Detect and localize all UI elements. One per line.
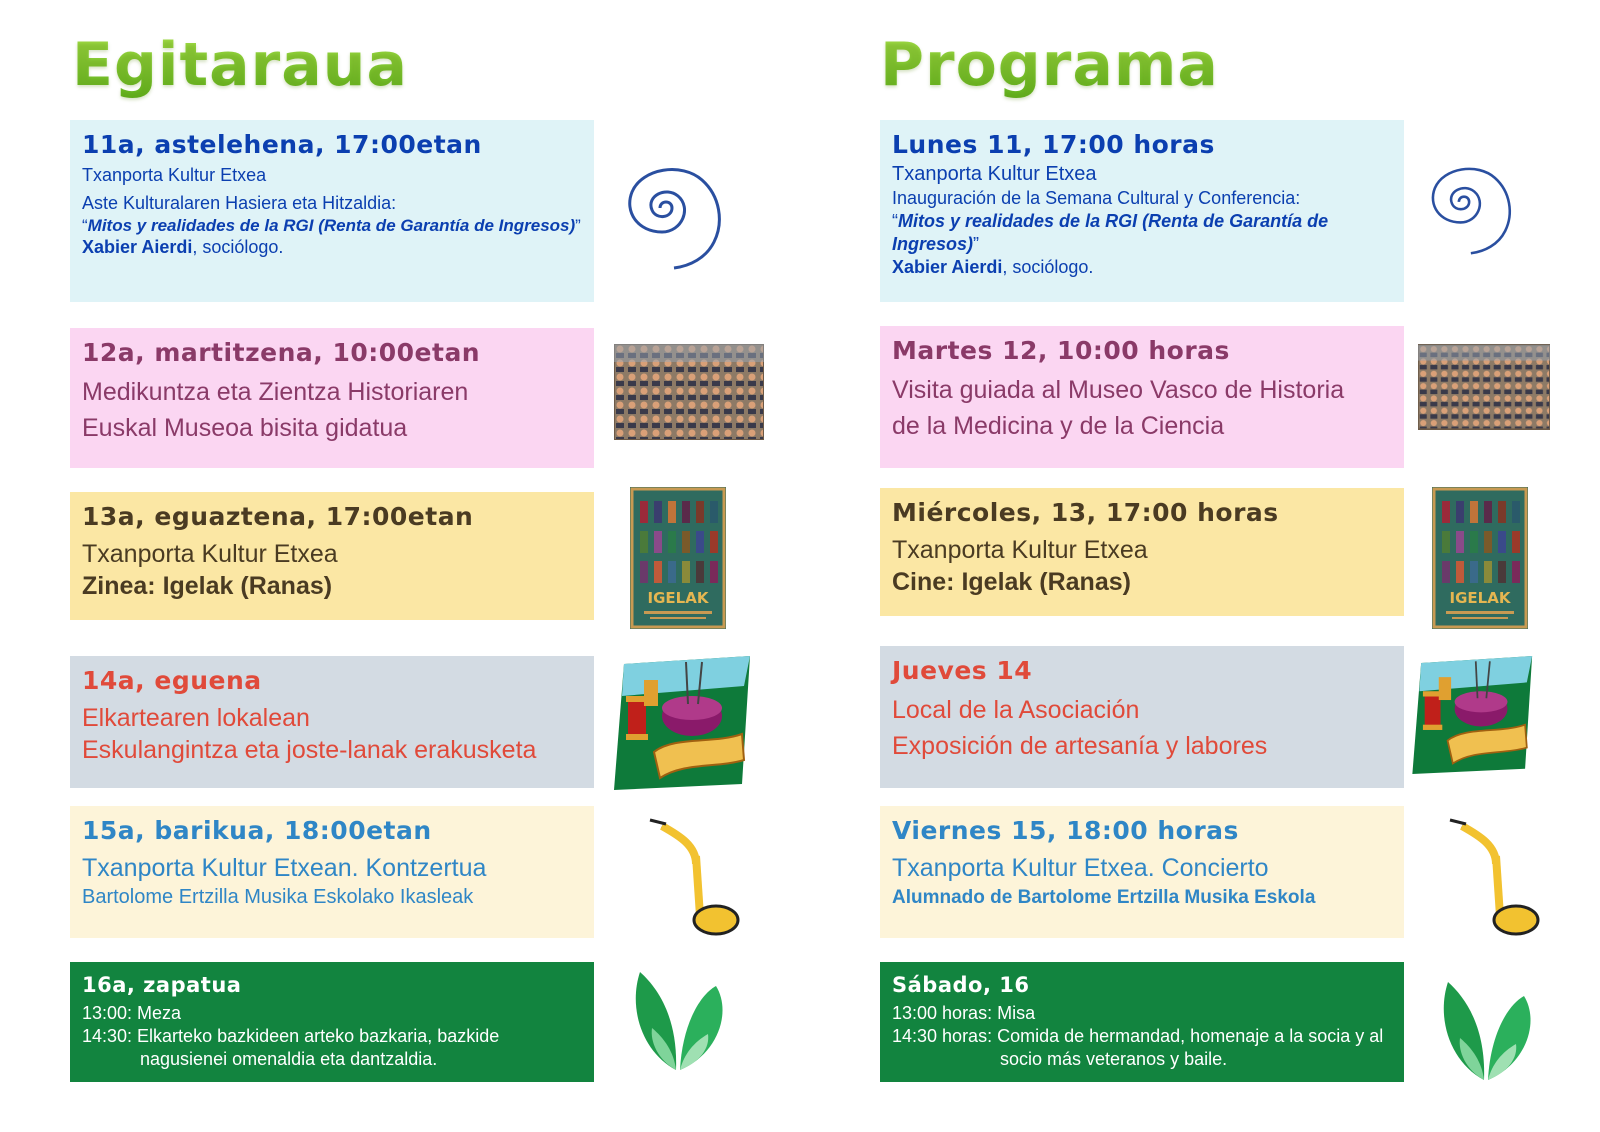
sewing-kit-icon [614, 656, 754, 790]
event-line-2: 14:30: Elkarteko bazkideen arteko bazkaria, bazkide nagusienei omenaldia eta dantzaldia. [82, 1026, 500, 1069]
event-day: Viernes 15, 18:00 horas [892, 816, 1239, 845]
poster-title: IGELAK [1449, 589, 1511, 607]
event-line-2: Bartolome Ertzilla Musika Eskolako Ikasleak [82, 886, 474, 908]
quote-close: ” [973, 234, 980, 254]
event-line-1: Txanporta Kultur Etxean. Kontzertua [82, 854, 487, 882]
left-event-1 [70, 120, 594, 302]
event-day: 11a, astelehena, 17:00etan [82, 130, 482, 159]
event-line-1: 13:00: Meza [82, 1003, 182, 1023]
quote-open: “ [892, 211, 898, 231]
event-speaker-line [892, 256, 1392, 279]
event-day: 16a, zapatua [82, 973, 242, 997]
event-place: Txanporta Kultur Etxea [892, 163, 1097, 185]
right-event-1 [880, 120, 1404, 302]
left-event-6 [70, 962, 594, 1082]
quote-open: “ [82, 216, 88, 235]
speaker-name: Xabier Aierdi [82, 237, 193, 257]
event-day: 15a, barikua, 18:00etan [82, 816, 432, 845]
igelak-poster-image [630, 487, 726, 629]
left-event-3 [70, 492, 594, 620]
poster-title: IGELAK [647, 589, 709, 607]
event-line-2: 14:30 horas: Comida de hermandad, homenaje a la socia y al socio más veteranos y baile. [892, 1026, 1384, 1069]
event-line-1: Local de la Asociación [892, 696, 1140, 724]
left-event-5 [70, 806, 594, 938]
event-line-2: Eskulangintza eta joste-lanak erakusketa [82, 736, 537, 764]
event-line-2: Cine: Igelak (Ranas) [892, 568, 1131, 596]
event-line-2: Zinea: Igelak (Ranas) [82, 572, 333, 600]
leaf-logo-icon [1436, 978, 1536, 1084]
event-day: Sábado, 16 [892, 973, 1030, 997]
talk-title: Mitos y realidades de la RGI (Renta de Garantía de Ingresos) [87, 216, 576, 235]
event-day: Jueves 14 [892, 656, 1033, 685]
event-day: 14a, eguena [82, 666, 262, 695]
event-line-1: Txanporta Kultur Etxea [892, 536, 1148, 564]
speaker-role: , sociólogo. [1002, 257, 1094, 277]
right-event-2 [880, 326, 1404, 468]
event-day: Lunes 11, 17:00 horas [892, 130, 1215, 159]
event-day: Miércoles, 13, 17:00 horas [892, 498, 1279, 527]
left-event-4 [70, 656, 594, 788]
music-note-icon [1440, 816, 1544, 944]
museum-mural-image [1418, 344, 1550, 430]
event-day: 13a, eguaztena, 17:00etan [82, 502, 474, 531]
event-line-1: Elkartearen lokalean [82, 704, 310, 732]
museum-mural-image [614, 344, 764, 440]
event-day: 12a, martitzena, 10:00etan [82, 338, 481, 367]
event-line-2: de la Medicina y de la Ciencia [892, 412, 1225, 440]
event-line-2: Exposición de artesanía y labores [892, 732, 1268, 760]
event-line-2: Euskal Museoa bisita gidatua [82, 414, 408, 442]
event-talk [892, 210, 1392, 256]
event-line-2: Alumnado de Bartolome Ertzilla Musika Eskola [892, 887, 1316, 908]
igelak-poster-image [1432, 487, 1528, 629]
right-event-3 [880, 488, 1404, 616]
quote-close: ” [575, 216, 581, 235]
leaf-logo-icon [628, 968, 728, 1074]
music-note-icon [640, 816, 744, 944]
event-day: Martes 12, 10:00 horas [892, 336, 1230, 365]
talk-title: Mitos y realidades de la RGI (Renta de Garantía de Ingresos) [892, 211, 1329, 254]
spiral-icon [610, 160, 750, 275]
event-line-1: Txanporta Kultur Etxea [82, 540, 338, 568]
speaker-role: , sociólogo. [192, 237, 284, 257]
left-title: Egitaraua [72, 30, 408, 100]
speaker-name: Xabier Aierdi [892, 257, 1003, 277]
right-event-6 [880, 962, 1404, 1082]
event-speaker-line [82, 236, 582, 259]
spiral-icon [1416, 160, 1536, 260]
left-event-2 [70, 328, 594, 468]
right-title: Programa [880, 30, 1219, 100]
right-event-5 [880, 806, 1404, 938]
event-talk [82, 215, 582, 236]
sewing-kit-icon [1412, 656, 1536, 774]
right-event-4 [880, 646, 1404, 788]
event-desc: Inauguración de la Semana Cultural y Conferencia: [892, 188, 1301, 208]
event-place: Txanporta Kultur Etxea [82, 165, 267, 185]
event-line-1: Medikuntza eta Zientza Historiaren [82, 378, 469, 406]
event-line-1: 13:00 horas: Misa [892, 1003, 1036, 1023]
event-line-1: Visita guiada al Museo Vasco de Historia [892, 376, 1345, 404]
event-line-1: Txanporta Kultur Etxea. Concierto [892, 854, 1269, 882]
event-desc: Aste Kulturalaren Hasiera eta Hitzaldia: [82, 193, 397, 213]
